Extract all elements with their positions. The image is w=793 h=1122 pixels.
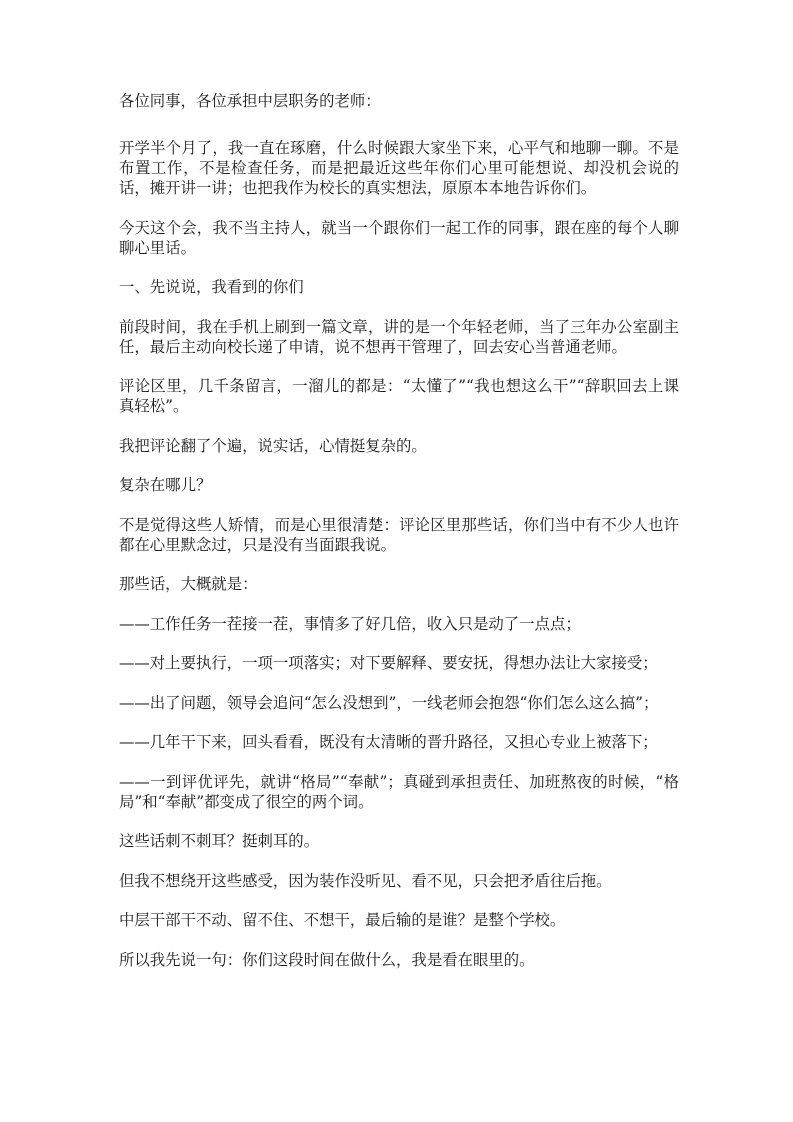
salutation: 各位同事，各位承担中层职务的老师： — [119, 92, 381, 110]
list-item: ——出了问题，领导会追问“怎么没想到”，一线老师会抱怨“你们怎么这么搞”； — [119, 693, 659, 712]
list-item: ——几年干下来，回头看看，既没有太清晰的晋升路径，又担心专业上被落下； — [119, 733, 658, 751]
paragraph: 那些话，大概就是： — [119, 575, 258, 593]
paragraph: 这些话刺不刺耳？挺刺耳的。 — [119, 832, 320, 850]
paragraph: 前段时间，我在手机上刷到一篇文章，讲的是一个年轻老师，当了三年办公室副主任，最后主动向校长递了申请，说不想再干管理了，回去安心当普通老师。 — [119, 317, 679, 356]
paragraph: 中层干部干不动、留不住、不想干，最后输的是谁？是整个学校。 — [119, 911, 566, 929]
list-item: ——工作任务一茬接一茬，事情多了好几倍，收入只是动了一点点； — [119, 614, 581, 633]
document-page — [119, 91, 679, 989]
paragraph: 今天这个会，我不当主持人，就当一个跟你们一起工作的同事，跟在座的每个人聊聊心里话。 — [119, 218, 679, 257]
paragraph: 复杂在哪儿？ — [119, 476, 212, 494]
paragraph: 开学半个月了，我一直在琢磨，什么时候跟大家坐下来，心平气和地聊一聊。不是布置工作，不是检查任务，而是把最近这些年你们心里可能想说、却没机会说的话，摊开讲一讲；也把我作为校长的真实想法，原原本本地告诉你们。 — [119, 139, 679, 197]
paragraph: 我把评论翻了个遍，说实话，心情挺复杂的。 — [119, 436, 427, 455]
section-heading: 一、先说说，我看到的你们 — [119, 278, 304, 296]
list-item: ——一到评优评先，就讲“格局”“奉献”；真碰到承担责任、加班熬夜的时候，“格局”和“奉献”都变成了很空的两个词。 — [119, 772, 679, 811]
paragraph: 所以我先说一句：你们这段时间在做什么，我是看在眼里的。 — [119, 950, 535, 969]
paragraph: 但我不想绕开这些感受，因为装作没听见、看不见，只会把矛盾往后拖。 — [119, 871, 612, 890]
paragraph: 不是觉得这些人矫情，而是心里很清楚：评论区里那些话，你们当中有不少人也许都在心里默念过，只是没有当面跟我说。 — [119, 515, 679, 554]
list-item: ——对上要执行，一项一项落实；对下要解释、要安抚，得想办法让大家接受； — [119, 654, 658, 672]
paragraph: 评论区里，几千条留言，一溜儿的都是：“太懂了”“我也想这么干”“辞职回去上课真轻松”。 — [119, 377, 679, 415]
